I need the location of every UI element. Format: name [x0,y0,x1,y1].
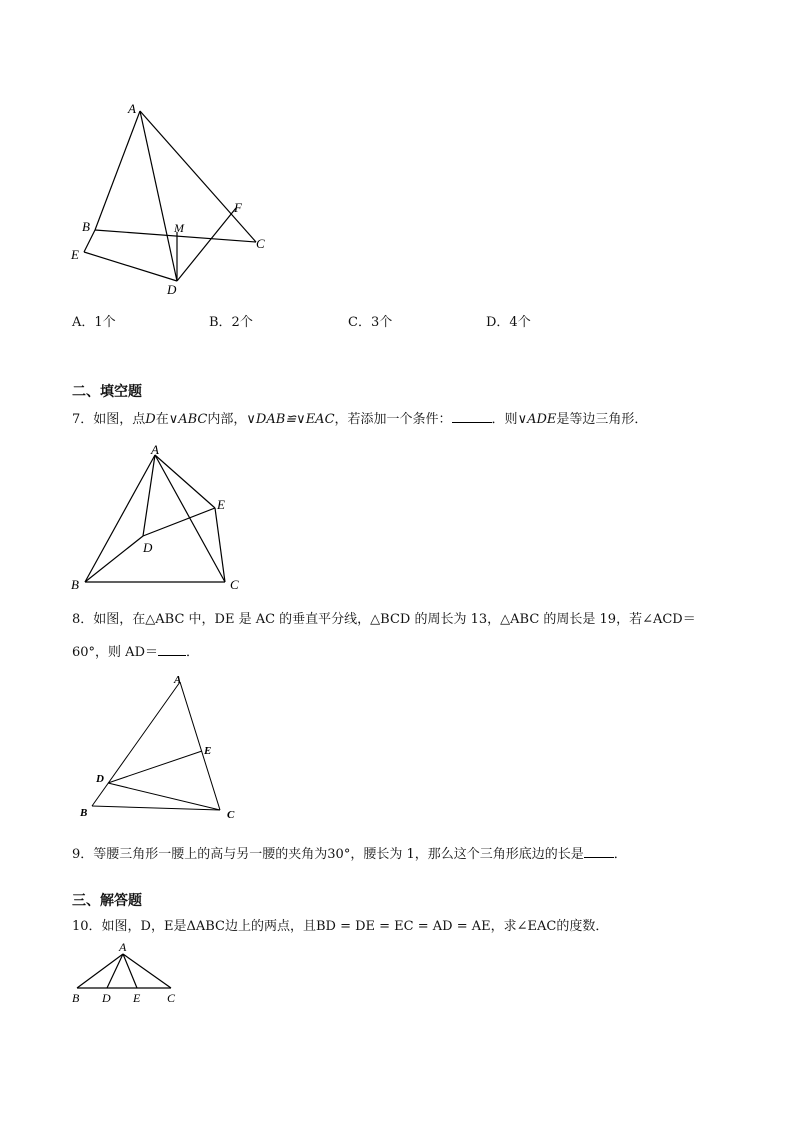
q8-edge-de [108,751,202,783]
section-heading-solve: 三、解答题 [72,893,142,909]
q6-figure [60,95,290,300]
q8-figure [70,668,250,828]
q6-label-c: C [256,236,265,251]
q6-label-m: M [174,221,184,235]
q8-edge-bc [92,806,220,810]
q8-edge-ac [180,682,220,810]
q8-label-a: A [174,674,182,686]
q6-edge-ab [95,111,140,230]
q7-condition: ，若添加一个条件： [334,412,452,427]
q10-label-b: B [72,991,80,1005]
q7-edge-de [143,508,215,536]
q7-conclusion: 是等边三角形． [556,412,648,427]
q7-label-e: E [217,497,225,512]
q9-answer-blank[interactable] [584,845,614,858]
q7-triangle-ade: ∨ADE [517,412,557,427]
q8-line1: 8．如图，在△ABC 中，DE 是 AC 的垂直平分线，△BCD 的周长为 13，△ABC 的周长是 19，若∠ACD＝ [72,612,696,627]
q10-label-d: D [102,991,111,1005]
q6-label-f: F [234,200,242,215]
q10-edge-ad [107,954,123,988]
q7-answer-blank[interactable] [452,410,492,423]
q7-edge-ae [155,455,215,508]
q8-edge-dc [108,783,220,810]
q10-label-c: C [167,991,176,1005]
q7-inside: 内部， [207,412,247,427]
q7-figure [65,440,250,595]
q6-label-a: A [128,101,136,116]
q6-edge-ed [84,252,177,281]
q7-point-d: D [145,412,156,427]
q7-text [72,410,647,429]
q8-label-d: D [96,773,104,785]
q7-label-a: A [151,442,159,457]
q7-edge-ec [215,508,225,582]
q9-end: ． [613,847,627,862]
q7-edge-ac [155,455,225,582]
q10-label-a: A [119,940,127,954]
q7-triangle-abc: ∨ABC [168,412,208,427]
q6-label-b: B [82,219,90,234]
q7-edge-ab [85,455,155,582]
q10-edge-ab [77,954,123,988]
q8-line2-text: 60°，则 AD＝ [72,645,158,660]
q6-choice-a: A．1个 [72,315,116,330]
q8-answer-blank[interactable] [158,643,186,656]
section-heading-fill-in: 二、填空题 [72,384,142,400]
q7-num: 7．如图，点 [72,412,146,427]
q6-edge-ac [140,111,256,242]
q8-line2 [72,643,199,662]
q10-figure [65,940,195,1010]
q7-congruence: ∨DAB≌∨EAC [246,412,335,427]
q7-in: 在 [155,412,169,427]
q8-label-c: C [227,809,235,821]
q7-label-c: C [230,577,239,592]
q7-then: ．则 [491,412,518,427]
q6-choice-b: B．2个 [209,315,253,330]
q9-text [72,845,627,864]
q7-edge-bd [85,536,143,582]
q10-label-e: E [133,991,141,1005]
q8-label-b: B [80,807,88,819]
q8-edge-ab [92,682,180,806]
q6-label-e: E [71,247,79,262]
q8-label-e: E [204,745,212,757]
q7-label-b: B [71,577,79,592]
q9-question: 9．等腰三角形一腰上的高与另一腰的夹角为30°，腰长为 1，那么这个三角形底边的长是 [72,847,584,862]
q10-text: 10．如图，D，E是ΔABC边上的两点，且BD = DE = EC = AD = AE，求∠EAC的度数． [72,919,609,934]
q6-choice-c: C．3个 [348,315,393,330]
q7-label-d: D [143,540,153,555]
q6-edge-df [177,208,236,281]
q8-line2-end: ． [186,645,200,660]
q6-choice-d: D．4个 [486,315,531,330]
q6-label-d: D [167,282,177,297]
q7-edge-ad [143,455,155,536]
q6-edge-ad [140,111,177,281]
